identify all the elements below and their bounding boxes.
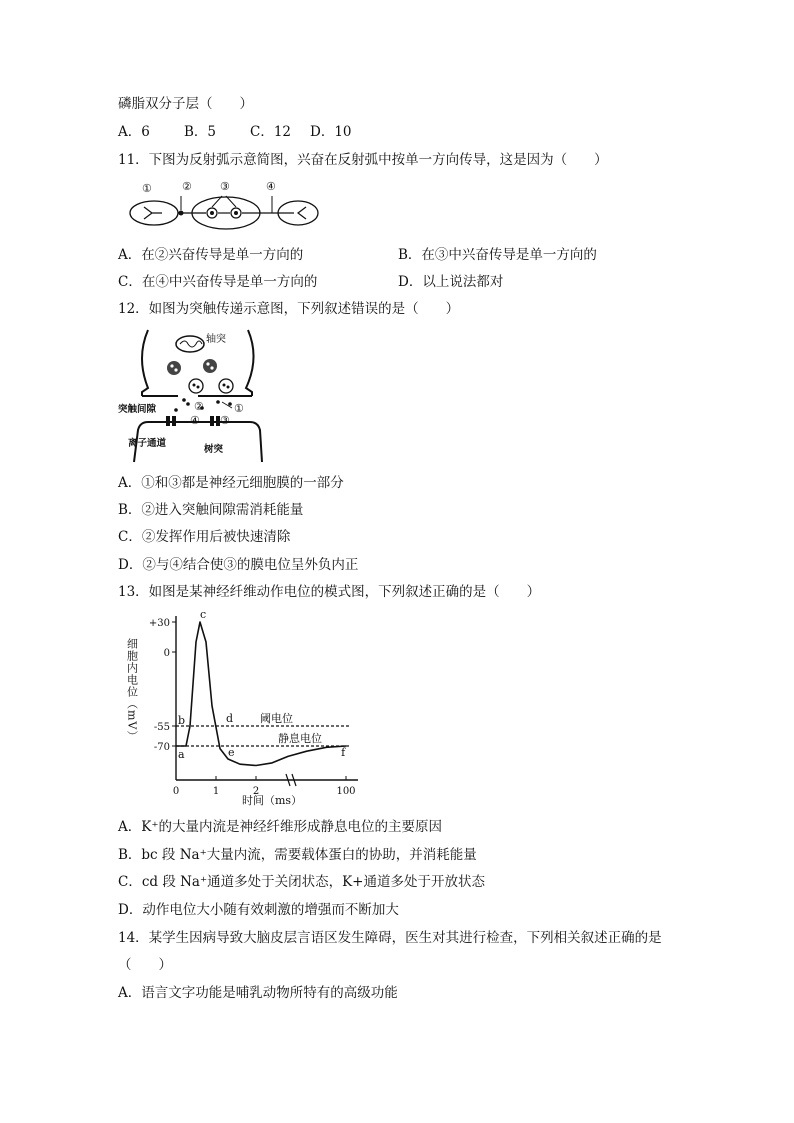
point-label-d: d <box>226 712 234 725</box>
q11-option-b: B．在③中兴奋传导是单一方向的 <box>398 247 597 263</box>
synapse-label-4: ④ <box>190 414 200 427</box>
reflex-label-3: ③ <box>220 180 230 193</box>
point-label-c: c <box>200 608 207 621</box>
q11-option-d: D．以上说法都对 <box>398 274 504 290</box>
q13-option-d: D．动作电位大小随有效刺激的增强而不断加大 <box>118 902 399 918</box>
q13-option-c: C．cd 段 Na⁺通道多处于关闭状态，K+通道多处于开放状态 <box>118 874 485 890</box>
reference-line-label-0: 阈电位 <box>260 712 293 725</box>
reflex-label-4: ④ <box>266 180 276 193</box>
q10-stem-tail: 磷脂双分子层（ ） <box>118 96 253 112</box>
y-tick-label-2: -55 <box>153 722 170 733</box>
y-tick-label-3: -70 <box>153 742 170 753</box>
synapse-label-1: ① <box>234 402 244 415</box>
q11-option-c: C．在④中兴奋传导是单一方向的 <box>118 274 318 290</box>
synapse-label-cleft: 突触间隙 <box>118 404 157 415</box>
q10-option-a: A．6 <box>118 124 150 140</box>
q13-option-a: A．K⁺的大量内流是神经纤维形成静息电位的主要原因 <box>118 819 442 835</box>
q11-option-a: A．在②兴奋传导是单一方向的 <box>118 247 304 263</box>
y-tick-label-1: 0 <box>163 648 170 659</box>
reflex-arc-figure <box>126 176 326 232</box>
synapse-figure <box>118 328 268 464</box>
q10-option-d: D．10 <box>310 124 352 140</box>
q12-option-c: C．②发挥作用后被快速清除 <box>118 529 291 545</box>
reflex-label-1: ① <box>142 182 152 195</box>
reflex-label-2: ② <box>182 180 192 193</box>
q14-stem: 14．某学生因病导致大脑皮层言语区发生障碍，医生对其进行检查，下列相关叙述正确的是 <box>118 930 662 946</box>
synapse-label-3: ③ <box>220 414 230 427</box>
point-label-e: e <box>228 746 235 759</box>
q14-option-a: A．语言文字功能是哺乳动物所特有的高级功能 <box>118 985 398 1001</box>
synapse-label-dendrite: 树突 <box>204 444 224 455</box>
x-tick-label-1: 1 <box>212 786 220 797</box>
x-tick-label-0: 0 <box>172 786 180 797</box>
q11-stem: 11．下图为反射弧示意简图，兴奋在反射弧中按单一方向传导，这是因为（ ） <box>118 152 608 168</box>
synapse-label-axon: 轴突 <box>206 334 226 345</box>
q14-stem-cont: （ ） <box>118 957 172 973</box>
q12-option-a: A．①和③都是神经元细胞膜的一部分 <box>118 475 344 491</box>
point-label-b: b <box>178 714 186 727</box>
q13-stem: 13．如图是某神经纤维动作电位的模式图，下列叙述正确的是（ ） <box>118 584 541 600</box>
synapse-label-channel: 离子通道 <box>128 438 167 449</box>
synapse-label-2: ② <box>194 400 204 413</box>
x-tick-label-2: 2 <box>252 786 260 797</box>
point-label-f: f <box>341 746 346 759</box>
action-potential-chart <box>118 608 368 810</box>
q12-option-b: B．②进入突触间隙需消耗能量 <box>118 502 304 518</box>
q12-option-d: D．②与④结合使③的膜电位呈外负内正 <box>118 557 359 573</box>
x-tick-label-3: 100 <box>336 786 356 797</box>
q12-stem: 12．如图为突触传递示意图，下列叙述错误的是（ ） <box>118 301 460 317</box>
reference-line-label-1: 静息电位 <box>278 732 322 745</box>
y-axis-label: 细胞内电位（mV） <box>125 638 139 743</box>
q13-option-b: B．bc 段 Na⁺大量内流，需要载体蛋白的协助，并消耗能量 <box>118 847 477 863</box>
q10-option-b: B．5 <box>184 124 217 140</box>
point-label-a: a <box>178 748 185 761</box>
x-axis-label: 时间（ms） <box>242 794 303 807</box>
q10-option-c: C．12 <box>250 124 292 140</box>
y-tick-label-0: +30 <box>148 618 170 629</box>
